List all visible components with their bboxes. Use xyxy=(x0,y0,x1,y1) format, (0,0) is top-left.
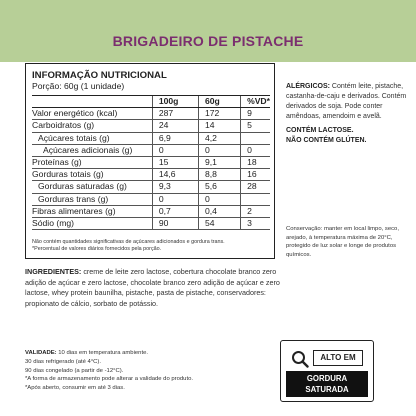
value-vd: 18 xyxy=(241,156,270,168)
value-vd xyxy=(241,193,270,205)
validity-line: 90 dias congelado (a partir de -12°C). xyxy=(25,367,124,374)
high-saturated-fat-seal xyxy=(280,340,374,402)
value-100g: 14,6 xyxy=(152,169,198,181)
allergens-block xyxy=(286,82,410,146)
header-100g: 100g xyxy=(152,96,198,108)
value-100g: 9,3 xyxy=(152,181,198,193)
nutrition-portion: Porção: 60g (1 unidade) xyxy=(32,81,125,91)
value-100g: 90 xyxy=(152,217,198,229)
table-row xyxy=(32,205,270,217)
nutrient-label: Proteínas (g) xyxy=(32,156,152,168)
nutrient-label: Fibras alimentares (g) xyxy=(32,205,152,217)
title-band xyxy=(0,0,416,62)
nutrient-label: Sódio (mg) xyxy=(32,217,152,229)
value-100g: 287 xyxy=(152,108,198,120)
value-60g: 54 xyxy=(198,217,240,229)
footnote-added-sugars: Não contém quantidades significativas de açúcares adicionados e gordura trans. xyxy=(32,239,225,245)
nutrition-table xyxy=(32,95,270,230)
nutrition-facts-box xyxy=(25,63,275,259)
value-vd xyxy=(241,132,270,144)
value-100g: 15 xyxy=(152,156,198,168)
value-60g: 4,2 xyxy=(198,132,240,144)
nutrition-footnotes xyxy=(32,239,272,253)
value-60g: 0,4 xyxy=(198,205,240,217)
value-vd: 9 xyxy=(241,108,270,120)
table-row xyxy=(32,156,270,168)
table-row xyxy=(32,193,270,205)
validity-line: *A forma de armazenamento pode alterar a validade do produto. xyxy=(25,376,193,383)
validity-block xyxy=(25,349,285,393)
ingredients-block xyxy=(25,267,287,310)
value-60g: 172 xyxy=(198,108,240,120)
nutrient-label: Gorduras totais (g) xyxy=(32,169,152,181)
value-60g: 0 xyxy=(198,144,240,156)
value-60g: 14 xyxy=(198,120,240,132)
validity-label: VALIDADE: xyxy=(25,350,57,356)
saturated-fat-label xyxy=(286,371,368,397)
seal-gordura: GORDURA xyxy=(306,374,348,383)
nutrient-label: Gorduras trans (g) xyxy=(32,193,152,205)
value-vd: 5 xyxy=(241,120,270,132)
value-100g: 24 xyxy=(152,120,198,132)
table-row xyxy=(32,217,270,229)
value-vd: 3 xyxy=(241,217,270,229)
table-row xyxy=(32,120,270,132)
nutrient-label: Valor energético (kcal) xyxy=(32,108,152,120)
nutrient-label: Açúcares totais (g) xyxy=(32,132,152,144)
nutrient-label: Açúcares adicionais (g) xyxy=(32,144,152,156)
validity-line: 10 dias em temperatura ambiente. xyxy=(58,350,148,356)
footnote-daily-values: *Percentual de valores diários fornecidos pela porção. xyxy=(32,246,162,252)
value-60g: 8,8 xyxy=(198,169,240,181)
table-row xyxy=(32,181,270,193)
value-vd: 2 xyxy=(241,205,270,217)
value-100g: 6,9 xyxy=(152,132,198,144)
allergens-text: Contém leite, pistache, castanha-de-caju e derivados. Contém derivados de soja. Pode conter amêndoas, amendoim e avelã. xyxy=(286,83,407,120)
ingredients-text: creme de leite zero lactose, cobertura chocolate branco zero adição de açúcar e zero lactose, chocolate branco zero adição de açúcar e zero lactose, whey protein baunilha, pistache, pasta de pistache, conservadores: propionato de cálcio, sorbato de potássio. xyxy=(25,267,280,309)
ingredients-label: INGREDIENTES: xyxy=(25,267,82,276)
magnifier-icon xyxy=(291,350,309,368)
gluten-notice: NÃO CONTÉM GLÚTEN. xyxy=(286,137,367,144)
header-60g: 60g xyxy=(198,96,240,108)
table-row xyxy=(32,169,270,181)
validity-line: *Após aberto, consumir em até 3 dias. xyxy=(25,385,125,392)
product-title: BRIGADEIRO DE PISTACHE xyxy=(112,33,304,49)
value-100g: 0,7 xyxy=(152,205,198,217)
header-nutrient xyxy=(32,96,152,108)
value-vd: 28 xyxy=(241,181,270,193)
value-60g: 0 xyxy=(198,193,240,205)
value-vd: 0 xyxy=(241,144,270,156)
alto-em-label: ALTO EM xyxy=(313,350,363,366)
table-row xyxy=(32,108,270,120)
value-60g: 5,6 xyxy=(198,181,240,193)
header-vd: %VD* xyxy=(241,96,270,108)
seal-saturada: SATURADA xyxy=(305,385,349,394)
nutrition-header-row xyxy=(32,96,270,108)
table-row xyxy=(32,132,270,144)
nutrition-title: INFORMAÇÃO NUTRICIONAL xyxy=(32,70,167,81)
nutrient-label: Gorduras saturadas (g) xyxy=(32,181,152,193)
table-row xyxy=(32,144,270,156)
nutrient-label: Carboidratos (g) xyxy=(32,120,152,132)
value-60g: 9,1 xyxy=(198,156,240,168)
value-100g: 0 xyxy=(152,193,198,205)
allergens-title: ALÉRGICOS: xyxy=(286,83,330,90)
validity-line: 30 dias refrigerado (até 4°C). xyxy=(25,358,102,365)
conservation-text: Conservação: manter em local limpo, seco, arejado, à temperatura máxima de 20°C, protegido de luz solar e longe de produtos químicos. xyxy=(286,226,399,258)
lactose-notice: CONTÉM LACTOSE. xyxy=(286,127,354,134)
value-vd: 16 xyxy=(241,169,270,181)
value-100g: 0 xyxy=(152,144,198,156)
